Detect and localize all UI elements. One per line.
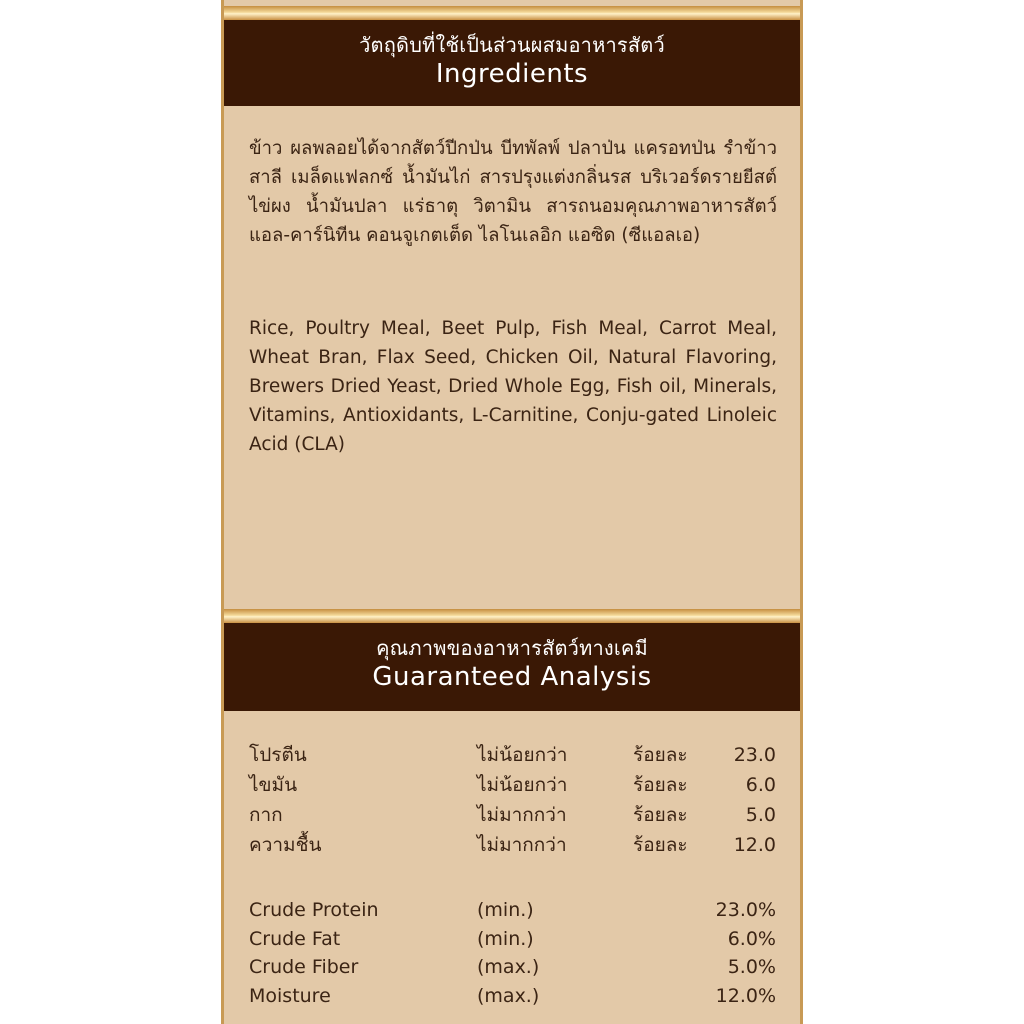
table-row	[249, 830, 776, 860]
nutrient-name: Crude Fat	[249, 927, 341, 950]
analysis-table-th	[249, 740, 776, 860]
analysis-heading-th: คุณภาพของอาหารสัตว์ทางเคมี	[376, 636, 648, 660]
nutrient-qualifier: ไม่น้อยกว่า	[477, 774, 568, 796]
table-row	[249, 925, 776, 954]
nutrient-qualifier: (min.)	[477, 927, 534, 950]
nutrient-qualifier: ไม่น้อยกว่า	[477, 744, 568, 766]
nutrient-value: 5.0	[745, 804, 776, 826]
ingredients-heading-en: Ingredients	[435, 59, 589, 89]
table-row	[249, 982, 776, 1011]
nutrient-value: 23.0%	[715, 899, 776, 921]
nutrient-value: 5.0%	[727, 956, 776, 978]
nutrient-unit: ร้อยละ	[633, 834, 688, 856]
nutrient-value: 12.0%	[715, 984, 776, 1007]
nutrient-value: 6.0%	[727, 927, 776, 950]
table-row	[249, 896, 776, 925]
label-panel	[221, 0, 803, 1024]
analysis-header	[224, 623, 800, 711]
nutrient-unit: ร้อยละ	[633, 804, 688, 826]
nutrient-qualifier: (max.)	[477, 956, 540, 978]
gold-divider-middle	[224, 609, 800, 623]
analysis-heading-en: Guaranteed Analysis	[372, 662, 652, 692]
nutrient-name: ความชื้น	[249, 834, 322, 856]
nutrient-unit: ร้อยละ	[633, 774, 688, 796]
ingredients-heading-th: วัตถุดิบที่ใช้เป็นส่วนผสมอาหารสัตว์	[359, 33, 665, 57]
table-row	[249, 740, 776, 770]
nutrient-qualifier: ไม่มากกว่า	[477, 834, 567, 856]
ingredients-text-en: Rice, Poultry Meal, Beet Pulp, Fish Meal, Carrot Meal, Wheat Bran, Flax Seed, Chicken Oil, Natural Flavoring, Brewers Dried Yeast, Dried Whole Egg, Fish oil, Minerals, Vitamins, Antioxidants, L-Carnitine, Conju-gated Linoleic Acid (CLA)	[249, 318, 777, 455]
table-row	[249, 770, 776, 800]
nutrient-name: Moisture	[249, 984, 331, 1007]
analysis-table-en	[249, 896, 776, 1010]
table-row	[249, 800, 776, 830]
nutrient-qualifier: (min.)	[477, 899, 534, 921]
nutrient-qualifier: (max.)	[477, 984, 540, 1007]
nutrient-name: กาก	[249, 804, 283, 826]
nutrient-value: 12.0	[733, 834, 776, 856]
nutrient-value: 6.0	[745, 774, 776, 796]
nutrient-unit: ร้อยละ	[633, 744, 688, 766]
table-row	[249, 953, 776, 982]
gold-divider-top	[224, 6, 800, 20]
nutrient-qualifier: ไม่มากกว่า	[477, 804, 567, 826]
nutrient-name: โปรตีน	[249, 744, 307, 766]
nutrient-name: Crude Protein	[249, 899, 379, 921]
nutrient-name: ไขมัน	[249, 774, 298, 796]
ingredients-header	[224, 20, 800, 106]
nutrient-value: 23.0	[733, 744, 776, 766]
ingredients-text-th: ข้าว ผลพลอยได้จากสัตว์ปีกป่น บีทพัลพ์ ปลาป่น แครอทป่น รำข้าวสาลี เมล็ดแฟลกซ์ น้ำมันไก่ สารปรุงแต่งกลิ่นรส บริเวอร์ดรายยีสต์ ไข่ผง น้ำมันปลา แร่ธาตุ วิตามิน สารถนอมคุณภาพอาหารสัตว์ แอล-คาร์นิทีน คอนจูเกตเต็ด ไลโนเลอิก แอซิด (ซีแอลเอ)	[249, 138, 777, 246]
nutrient-name: Crude Fiber	[249, 956, 359, 978]
